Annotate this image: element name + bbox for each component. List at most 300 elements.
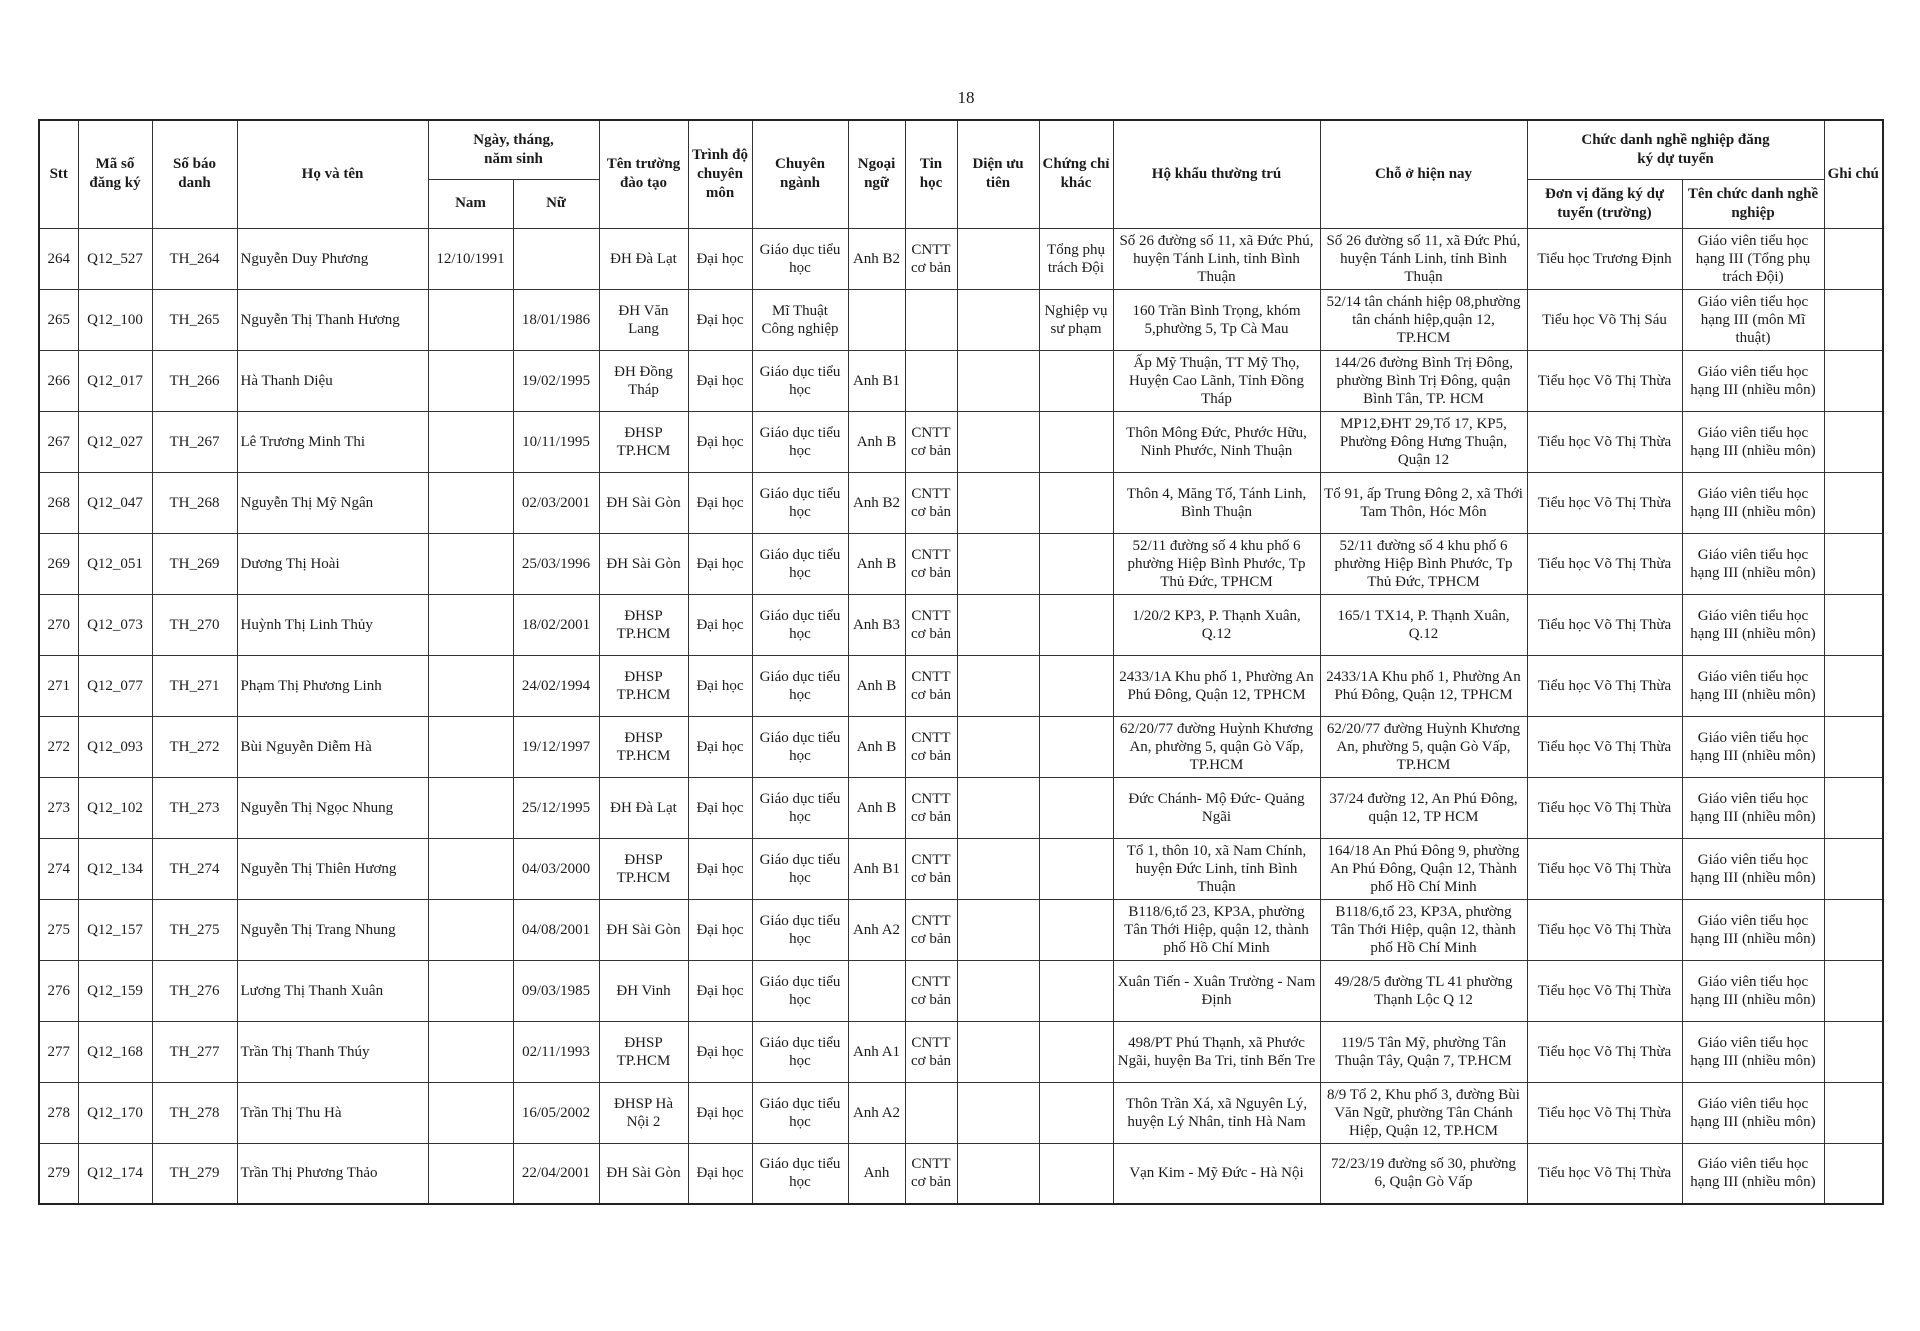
candidate-number-cell: TH_268	[152, 472, 237, 533]
candidate-number-cell: TH_279	[152, 1143, 237, 1204]
qualification-cell: Đại học	[688, 411, 752, 472]
table-row	[39, 1021, 1883, 1082]
major-cell: Giáo dục tiểu học	[752, 228, 848, 289]
registered-school-cell: Tiểu học Võ Thị Thừa	[1527, 1021, 1682, 1082]
registration-code-cell: Q12_093	[78, 716, 152, 777]
school-cell: ĐH Sài Gòn	[599, 899, 688, 960]
it-skill-cell	[905, 350, 957, 411]
other-certificate-cell	[1039, 777, 1113, 838]
priority-cell	[957, 777, 1039, 838]
full-name-cell: Trần Thị Phương Thảo	[237, 1143, 428, 1204]
registration-code-cell: Q12_027	[78, 411, 152, 472]
job-title-cell: Giáo viên tiểu học hạng III (nhiều môn)	[1682, 716, 1824, 777]
full-name-cell: Nguyễn Thị Mỹ Ngân	[237, 472, 428, 533]
table-row	[39, 228, 1883, 289]
major-cell: Giáo dục tiểu học	[752, 655, 848, 716]
note-cell	[1824, 594, 1883, 655]
other-certificate-cell	[1039, 1143, 1113, 1204]
priority-cell	[957, 1143, 1039, 1204]
school-cell: ĐH Vinh	[599, 960, 688, 1021]
candidate-number-cell: TH_266	[152, 350, 237, 411]
table-row	[39, 594, 1883, 655]
registered-school-cell: Tiểu học Trương Định	[1527, 228, 1682, 289]
registration-code-cell: Q12_527	[78, 228, 152, 289]
current-address-cell: 52/14 tân chánh hiệp 08,phường tân chánh hiệp,quận 12, TP.HCM	[1320, 289, 1527, 350]
permanent-address-cell: Vạn Kim - Mỹ Đức - Hà Nội	[1113, 1143, 1320, 1204]
header-birth-date	[428, 120, 599, 179]
current-address-cell: Số 26 đường số 11, xã Đức Phú, huyện Tánh Linh, tỉnh Bình Thuận	[1320, 228, 1527, 289]
permanent-address-cell: B118/6,tổ 23, KP3A, phường Tân Thới Hiệp, quận 12, thành phố Hồ Chí Minh	[1113, 899, 1320, 960]
registered-school-cell: Tiểu học Võ Thị Thừa	[1527, 655, 1682, 716]
stt-cell: 264	[39, 228, 78, 289]
table-row	[39, 411, 1883, 472]
header-qualification: Trình độ chuyên môn	[688, 120, 752, 228]
job-title-cell: Giáo viên tiểu học hạng III (nhiều môn)	[1682, 1082, 1824, 1143]
qualification-cell: Đại học	[688, 350, 752, 411]
note-cell	[1824, 655, 1883, 716]
foreign-language-cell: Anh B2	[848, 228, 905, 289]
it-skill-cell: CNTT cơ bản	[905, 899, 957, 960]
priority-cell	[957, 1021, 1039, 1082]
registration-code-cell: Q12_073	[78, 594, 152, 655]
priority-cell	[957, 533, 1039, 594]
school-cell: ĐH Đồng Tháp	[599, 350, 688, 411]
birth-date-male-cell	[428, 838, 513, 899]
registered-school-cell: Tiểu học Võ Thị Thừa	[1527, 1143, 1682, 1204]
other-certificate-cell	[1039, 594, 1113, 655]
current-address-cell: B118/6,tổ 23, KP3A, phường Tân Thới Hiệp, quận 12, thành phố Hồ Chí Minh	[1320, 899, 1527, 960]
qualification-cell: Đại học	[688, 655, 752, 716]
it-skill-cell: CNTT cơ bản	[905, 411, 957, 472]
foreign-language-cell: Anh A1	[848, 1021, 905, 1082]
it-skill-cell: CNTT cơ bản	[905, 655, 957, 716]
major-cell: Giáo dục tiểu học	[752, 899, 848, 960]
full-name-cell: Phạm Thị Phương Linh	[237, 655, 428, 716]
header-registered-school: Đơn vị đăng ký dự tuyển (trường)	[1527, 179, 1682, 228]
birth-date-female-cell: 09/03/1985	[513, 960, 599, 1021]
it-skill-cell: CNTT cơ bản	[905, 594, 957, 655]
note-cell	[1824, 716, 1883, 777]
registered-school-cell: Tiểu học Võ Thị Thừa	[1527, 838, 1682, 899]
birth-date-male-cell	[428, 1082, 513, 1143]
full-name-cell: Huỳnh Thị Linh Thủy	[237, 594, 428, 655]
job-title-cell: Giáo viên tiểu học hạng III (nhiều môn)	[1682, 411, 1824, 472]
candidate-number-cell: TH_264	[152, 228, 237, 289]
note-cell	[1824, 777, 1883, 838]
foreign-language-cell: Anh B	[848, 777, 905, 838]
current-address-cell: 8/9 Tổ 2, Khu phố 3, đường Bùi Văn Ngữ, phường Tân Chánh Hiệp, Quận 12, TP.HCM	[1320, 1082, 1527, 1143]
birth-date-male-cell	[428, 533, 513, 594]
full-name-cell: Bùi Nguyễn Diễm Hà	[237, 716, 428, 777]
full-name-cell: Trần Thị Thu Hà	[237, 1082, 428, 1143]
school-cell: ĐH Sài Gòn	[599, 1143, 688, 1204]
priority-cell	[957, 350, 1039, 411]
major-cell: Giáo dục tiểu học	[752, 716, 848, 777]
current-address-cell: 52/11 đường số 4 khu phố 6 phường Hiệp Bình Phước, Tp Thủ Đức, TPHCM	[1320, 533, 1527, 594]
priority-cell	[957, 594, 1039, 655]
priority-cell	[957, 289, 1039, 350]
table-row	[39, 1143, 1883, 1204]
permanent-address-cell: Thôn Mông Đức, Phước Hữu, Ninh Phước, Ninh Thuận	[1113, 411, 1320, 472]
birth-date-male-cell	[428, 960, 513, 1021]
candidate-table	[38, 119, 1884, 1205]
birth-date-female-cell: 24/02/1994	[513, 655, 599, 716]
permanent-address-cell: Xuân Tiến - Xuân Trường - Nam Định	[1113, 960, 1320, 1021]
permanent-address-cell: 62/20/77 đường Huỳnh Khương An, phường 5, quận Gò Vấp, TP.HCM	[1113, 716, 1320, 777]
birth-date-female-cell: 04/03/2000	[513, 838, 599, 899]
registration-code-cell: Q12_174	[78, 1143, 152, 1204]
other-certificate-cell	[1039, 1021, 1113, 1082]
candidate-number-cell: TH_278	[152, 1082, 237, 1143]
current-address-cell: 165/1 TX14, P. Thạnh Xuân, Q.12	[1320, 594, 1527, 655]
it-skill-cell: CNTT cơ bản	[905, 533, 957, 594]
priority-cell	[957, 960, 1039, 1021]
candidate-number-cell: TH_274	[152, 838, 237, 899]
job-title-cell: Giáo viên tiểu học hạng III (Tổng phụ trách Đội)	[1682, 228, 1824, 289]
other-certificate-cell	[1039, 1082, 1113, 1143]
permanent-address-cell: Ấp Mỹ Thuận, TT Mỹ Thọ, Huyện Cao Lãnh, Tỉnh Đồng Tháp	[1113, 350, 1320, 411]
other-certificate-cell	[1039, 350, 1113, 411]
stt-cell: 273	[39, 777, 78, 838]
it-skill-cell: CNTT cơ bản	[905, 1143, 957, 1204]
candidate-number-cell: TH_267	[152, 411, 237, 472]
birth-date-male-cell	[428, 777, 513, 838]
current-address-cell: 72/23/19 đường số 30, phường 6, Quận Gò Vấp	[1320, 1143, 1527, 1204]
birth-date-male-cell	[428, 716, 513, 777]
header-birth-female: Nữ	[513, 179, 599, 228]
header-birth-date-label: Ngày, tháng, năm sinh	[473, 131, 554, 167]
other-certificate-cell	[1039, 533, 1113, 594]
birth-date-female-cell: 04/08/2001	[513, 899, 599, 960]
permanent-address-cell: 160 Trần Bình Trọng, khóm 5,phường 5, Tp Cà Mau	[1113, 289, 1320, 350]
major-cell: Giáo dục tiểu học	[752, 411, 848, 472]
priority-cell	[957, 411, 1039, 472]
registered-school-cell: Tiểu học Võ Thị Thừa	[1527, 350, 1682, 411]
note-cell	[1824, 960, 1883, 1021]
major-cell: Giáo dục tiểu học	[752, 777, 848, 838]
header-current-address: Chỗ ở hiện nay	[1320, 120, 1527, 228]
other-certificate-cell	[1039, 716, 1113, 777]
qualification-cell: Đại học	[688, 289, 752, 350]
candidate-number-cell: TH_273	[152, 777, 237, 838]
job-title-cell: Giáo viên tiểu học hạng III (nhiều môn)	[1682, 472, 1824, 533]
birth-date-female-cell: 19/02/1995	[513, 350, 599, 411]
full-name-cell: Lê Trương Minh Thi	[237, 411, 428, 472]
priority-cell	[957, 228, 1039, 289]
school-cell: ĐHSP TP.HCM	[599, 594, 688, 655]
header-row-top	[39, 120, 1883, 179]
it-skill-cell: CNTT cơ bản	[905, 472, 957, 533]
header-foreign-language: Ngoại ngữ	[848, 120, 905, 228]
job-title-cell: Giáo viên tiểu học hạng III (nhiều môn)	[1682, 655, 1824, 716]
stt-cell: 268	[39, 472, 78, 533]
foreign-language-cell: Anh A2	[848, 1082, 905, 1143]
qualification-cell: Đại học	[688, 716, 752, 777]
header-it-skill: Tin học	[905, 120, 957, 228]
foreign-language-cell	[848, 960, 905, 1021]
candidate-number-cell: TH_269	[152, 533, 237, 594]
job-title-cell: Giáo viên tiểu học hạng III (nhiều môn)	[1682, 899, 1824, 960]
other-certificate-cell	[1039, 472, 1113, 533]
qualification-cell: Đại học	[688, 777, 752, 838]
registration-code-cell: Q12_157	[78, 899, 152, 960]
registration-code-cell: Q12_047	[78, 472, 152, 533]
major-cell: Giáo dục tiểu học	[752, 594, 848, 655]
permanent-address-cell: 2433/1A Khu phố 1, Phường An Phú Đông, Quận 12, TPHCM	[1113, 655, 1320, 716]
registration-code-cell: Q12_159	[78, 960, 152, 1021]
foreign-language-cell: Anh B	[848, 716, 905, 777]
foreign-language-cell: Anh B	[848, 411, 905, 472]
full-name-cell: Dương Thị Hoài	[237, 533, 428, 594]
foreign-language-cell: Anh B3	[848, 594, 905, 655]
it-skill-cell: CNTT cơ bản	[905, 716, 957, 777]
other-certificate-cell: Tổng phụ trách Đội	[1039, 228, 1113, 289]
job-title-cell: Giáo viên tiểu học hạng III (nhiều môn)	[1682, 960, 1824, 1021]
table-row	[39, 350, 1883, 411]
foreign-language-cell: Anh A2	[848, 899, 905, 960]
table-row	[39, 777, 1883, 838]
stt-cell: 265	[39, 289, 78, 350]
note-cell	[1824, 228, 1883, 289]
note-cell	[1824, 533, 1883, 594]
major-cell: Giáo dục tiểu học	[752, 1143, 848, 1204]
birth-date-male-cell	[428, 289, 513, 350]
note-cell	[1824, 1143, 1883, 1204]
registration-code-cell: Q12_170	[78, 1082, 152, 1143]
current-address-cell: Tổ 91, ấp Trung Đông 2, xã Thới Tam Thôn, Hóc Môn	[1320, 472, 1527, 533]
foreign-language-cell: Anh B1	[848, 838, 905, 899]
birth-date-female-cell: 22/04/2001	[513, 1143, 599, 1204]
school-cell: ĐH Đà Lạt	[599, 228, 688, 289]
birth-date-male-cell	[428, 350, 513, 411]
birth-date-female-cell: 02/11/1993	[513, 1021, 599, 1082]
school-cell: ĐHSP TP.HCM	[599, 1021, 688, 1082]
foreign-language-cell: Anh B	[848, 533, 905, 594]
stt-cell: 274	[39, 838, 78, 899]
registered-school-cell: Tiểu học Võ Thị Thừa	[1527, 411, 1682, 472]
other-certificate-cell	[1039, 960, 1113, 1021]
birth-date-female-cell: 19/12/1997	[513, 716, 599, 777]
birth-date-female-cell: 18/02/2001	[513, 594, 599, 655]
foreign-language-cell	[848, 289, 905, 350]
header-full-name: Họ và tên	[237, 120, 428, 228]
major-cell: Giáo dục tiểu học	[752, 350, 848, 411]
job-title-cell: Giáo viên tiểu học hạng III (môn Mĩ thuật)	[1682, 289, 1824, 350]
candidate-number-cell: TH_277	[152, 1021, 237, 1082]
birth-date-male-cell	[428, 472, 513, 533]
other-certificate-cell: Nghiệp vụ sư phạm	[1039, 289, 1113, 350]
it-skill-cell: CNTT cơ bản	[905, 960, 957, 1021]
it-skill-cell: CNTT cơ bản	[905, 838, 957, 899]
stt-cell: 269	[39, 533, 78, 594]
priority-cell	[957, 655, 1039, 716]
qualification-cell: Đại học	[688, 228, 752, 289]
candidate-number-cell: TH_270	[152, 594, 237, 655]
registered-school-cell: Tiểu học Võ Thị Thừa	[1527, 472, 1682, 533]
priority-cell	[957, 899, 1039, 960]
birth-date-male-cell	[428, 1021, 513, 1082]
other-certificate-cell	[1039, 899, 1113, 960]
foreign-language-cell: Anh B1	[848, 350, 905, 411]
school-cell: ĐHSP Hà Nội 2	[599, 1082, 688, 1143]
full-name-cell: Nguyễn Thị Ngọc Nhung	[237, 777, 428, 838]
job-title-cell: Giáo viên tiểu học hạng III (nhiều môn)	[1682, 533, 1824, 594]
registered-school-cell: Tiểu học Võ Thị Thừa	[1527, 594, 1682, 655]
stt-cell: 277	[39, 1021, 78, 1082]
page-number: 18	[957, 88, 975, 107]
note-cell	[1824, 350, 1883, 411]
stt-cell: 272	[39, 716, 78, 777]
job-title-cell: Giáo viên tiểu học hạng III (nhiều môn)	[1682, 350, 1824, 411]
qualification-cell: Đại học	[688, 1021, 752, 1082]
header-other-certificate: Chứng chỉ khác	[1039, 120, 1113, 228]
header-school: Tên trường đào tạo	[599, 120, 688, 228]
job-title-cell: Giáo viên tiểu học hạng III (nhiều môn)	[1682, 838, 1824, 899]
priority-cell	[957, 1082, 1039, 1143]
permanent-address-cell: Thôn 4, Măng Tố, Tánh Linh, Bình Thuận	[1113, 472, 1320, 533]
foreign-language-cell: Anh B	[848, 655, 905, 716]
registered-school-cell: Tiểu học Võ Thị Thừa	[1527, 960, 1682, 1021]
stt-cell: 270	[39, 594, 78, 655]
note-cell	[1824, 472, 1883, 533]
current-address-cell: MP12,ĐHT 29,Tổ 17, KP5, Phường Đông Hưng Thuận, Quận 12	[1320, 411, 1527, 472]
current-address-cell: 119/5 Tân Mỹ, phường Tân Thuận Tây, Quận 7, TP.HCM	[1320, 1021, 1527, 1082]
full-name-cell: Nguyễn Thị Trang Nhung	[237, 899, 428, 960]
job-title-cell: Giáo viên tiểu học hạng III (nhiều môn)	[1682, 777, 1824, 838]
job-title-cell: Giáo viên tiểu học hạng III (nhiều môn)	[1682, 1021, 1824, 1082]
stt-cell: 266	[39, 350, 78, 411]
current-address-cell: 2433/1A Khu phố 1, Phường An Phú Đông, Quận 12, TPHCM	[1320, 655, 1527, 716]
full-name-cell: Nguyễn Thị Thiên Hương	[237, 838, 428, 899]
birth-date-male-cell	[428, 655, 513, 716]
full-name-cell: Trần Thị Thanh Thúy	[237, 1021, 428, 1082]
full-name-cell: Lương Thị Thanh Xuân	[237, 960, 428, 1021]
school-cell: ĐH Sài Gòn	[599, 533, 688, 594]
candidate-number-cell: TH_275	[152, 899, 237, 960]
job-title-cell: Giáo viên tiểu học hạng III (nhiều môn)	[1682, 1143, 1824, 1204]
table-row	[39, 838, 1883, 899]
qualification-cell: Đại học	[688, 594, 752, 655]
header-job-title-group-label: Chức danh nghề nghiệp đăng ký dự tuyển	[1581, 131, 1770, 167]
major-cell: Giáo dục tiểu học	[752, 1021, 848, 1082]
header-priority: Diện ưu tiên	[957, 120, 1039, 228]
table-header	[39, 120, 1883, 228]
qualification-cell: Đại học	[688, 960, 752, 1021]
it-skill-cell	[905, 1082, 957, 1143]
candidate-number-cell: TH_265	[152, 289, 237, 350]
it-skill-cell: CNTT cơ bản	[905, 228, 957, 289]
candidate-number-cell: TH_271	[152, 655, 237, 716]
major-cell: Giáo dục tiểu học	[752, 838, 848, 899]
stt-cell: 279	[39, 1143, 78, 1204]
candidate-number-cell: TH_276	[152, 960, 237, 1021]
school-cell: ĐH Đà Lạt	[599, 777, 688, 838]
current-address-cell: 37/24 đường 12, An Phú Đông, quận 12, TP HCM	[1320, 777, 1527, 838]
permanent-address-cell: Tổ 1, thôn 10, xã Nam Chính, huyện Đức Linh, tỉnh Bình Thuận	[1113, 838, 1320, 899]
birth-date-male-cell	[428, 899, 513, 960]
stt-cell: 267	[39, 411, 78, 472]
priority-cell	[957, 472, 1039, 533]
stt-cell: 278	[39, 1082, 78, 1143]
header-birth-male: Nam	[428, 179, 513, 228]
foreign-language-cell: Anh B2	[848, 472, 905, 533]
school-cell: ĐHSP TP.HCM	[599, 838, 688, 899]
header-candidate-number: Số báo danh	[152, 120, 237, 228]
registered-school-cell: Tiểu học Võ Thị Thừa	[1527, 533, 1682, 594]
registration-code-cell: Q12_102	[78, 777, 152, 838]
major-cell: Giáo dục tiểu học	[752, 960, 848, 1021]
registered-school-cell: Tiểu học Võ Thị Sáu	[1527, 289, 1682, 350]
qualification-cell: Đại học	[688, 472, 752, 533]
table-row	[39, 899, 1883, 960]
birth-date-male-cell: 12/10/1991	[428, 228, 513, 289]
qualification-cell: Đại học	[688, 533, 752, 594]
other-certificate-cell	[1039, 838, 1113, 899]
header-major: Chuyên ngành	[752, 120, 848, 228]
note-cell	[1824, 899, 1883, 960]
table-row	[39, 533, 1883, 594]
header-job-title-group	[1527, 120, 1824, 179]
permanent-address-cell: Đức Chánh- Mộ Đức- Quảng Ngãi	[1113, 777, 1320, 838]
full-name-cell: Hà Thanh Diệu	[237, 350, 428, 411]
it-skill-cell: CNTT cơ bản	[905, 777, 957, 838]
priority-cell	[957, 838, 1039, 899]
note-cell	[1824, 411, 1883, 472]
current-address-cell: 164/18 An Phú Đông 9, phường An Phú Đông, Quận 12, Thành phố Hồ Chí Minh	[1320, 838, 1527, 899]
job-title-cell: Giáo viên tiểu học hạng III (nhiều môn)	[1682, 594, 1824, 655]
table-row	[39, 289, 1883, 350]
birth-date-female-cell: 25/12/1995	[513, 777, 599, 838]
table-row	[39, 1082, 1883, 1143]
major-cell: Mĩ Thuật Công nghiệp	[752, 289, 848, 350]
note-cell	[1824, 1021, 1883, 1082]
registration-code-cell: Q12_051	[78, 533, 152, 594]
major-cell: Giáo dục tiểu học	[752, 533, 848, 594]
school-cell: ĐHSP TP.HCM	[599, 411, 688, 472]
birth-date-male-cell	[428, 1143, 513, 1204]
birth-date-female-cell: 16/05/2002	[513, 1082, 599, 1143]
table-row	[39, 716, 1883, 777]
priority-cell	[957, 716, 1039, 777]
permanent-address-cell: 52/11 đường số 4 khu phố 6 phường Hiệp Bình Phước, Tp Thủ Đức, TPHCM	[1113, 533, 1320, 594]
full-name-cell: Nguyễn Duy Phương	[237, 228, 428, 289]
other-certificate-cell	[1039, 411, 1113, 472]
permanent-address-cell: 1/20/2 KP3, P. Thạnh Xuân, Q.12	[1113, 594, 1320, 655]
current-address-cell: 49/28/5 đường TL 41 phường Thạnh Lộc Q 12	[1320, 960, 1527, 1021]
note-cell	[1824, 289, 1883, 350]
foreign-language-cell: Anh	[848, 1143, 905, 1204]
birth-date-female-cell: 02/03/2001	[513, 472, 599, 533]
stt-cell: 271	[39, 655, 78, 716]
birth-date-female-cell: 10/11/1995	[513, 411, 599, 472]
registration-code-cell: Q12_168	[78, 1021, 152, 1082]
school-cell: ĐH Sài Gòn	[599, 472, 688, 533]
stt-cell: 276	[39, 960, 78, 1021]
table-row	[39, 655, 1883, 716]
header-stt: Stt	[39, 120, 78, 228]
registered-school-cell: Tiểu học Võ Thị Thừa	[1527, 899, 1682, 960]
header-note: Ghi chú	[1824, 120, 1883, 228]
qualification-cell: Đại học	[688, 1082, 752, 1143]
registration-code-cell: Q12_100	[78, 289, 152, 350]
note-cell	[1824, 1082, 1883, 1143]
note-cell	[1824, 838, 1883, 899]
registered-school-cell: Tiểu học Võ Thị Thừa	[1527, 716, 1682, 777]
header-registration-code: Mã số đăng ký	[78, 120, 152, 228]
full-name-cell: Nguyễn Thị Thanh Hương	[237, 289, 428, 350]
major-cell: Giáo dục tiểu học	[752, 472, 848, 533]
stt-cell: 275	[39, 899, 78, 960]
